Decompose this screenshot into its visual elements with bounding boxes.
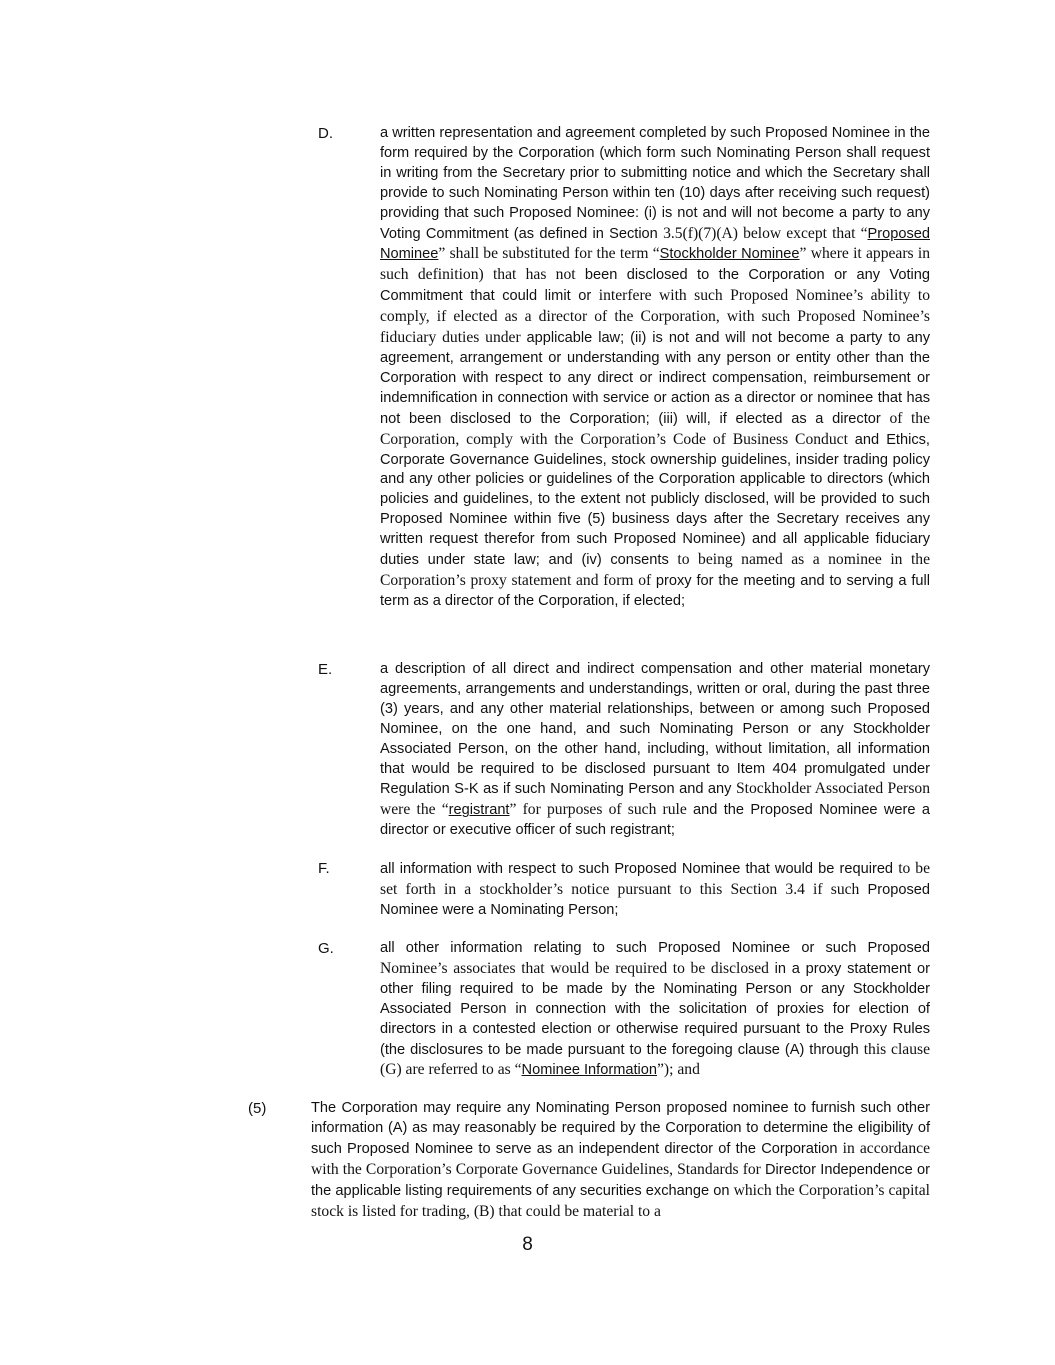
defined-term: registrant xyxy=(448,802,510,819)
text-run: to being named as a nominee in the Corporation’s proxy statement and form of xyxy=(380,551,930,589)
text-run: which the Corporation’s capital stock is listed for trading, (B) that could be material to a xyxy=(311,1181,931,1220)
text-run: ”); and xyxy=(657,1061,700,1079)
item-label: D. xyxy=(318,125,333,142)
item-text xyxy=(380,660,930,841)
paragraph-label: (5) xyxy=(248,1100,267,1117)
text-run: of the Corporation, comply with the Corporation’s Code of Business Conduct xyxy=(380,409,930,448)
text-run: this clause (G) are referred to as “ xyxy=(380,1040,931,1079)
item-label: E. xyxy=(318,661,333,678)
text-run: ” where it appears in such definition) that has not xyxy=(380,245,931,284)
text-run: proxy for the meeting and to serving a full term as a director of the Corporation, if elected; xyxy=(380,572,930,609)
text-run: Nominee’s associates that would be required to be disclosed xyxy=(380,959,775,977)
text-run: all information with respect to such Proposed Nominee that would be required xyxy=(380,861,899,877)
item-label: G. xyxy=(318,940,334,957)
text-run: applicable law; (ii) is not and will not become a party to any agreement, arrangement or understanding with any person or entity other than the Corporation with respect to any direct or indirect compensation, reimbursement or indemnification in connection with service or action as a director or nominee that has not been disclosed to the Corporation; (iii) will, if elected as a director xyxy=(380,330,930,427)
item-label: F. xyxy=(318,860,330,877)
text-run: The Corporation may require any Nominating Person proposed nominee to furnish such other information (A) as may reasonably be required by the Corporation to determine the eligibility of such Proposed Nominee to serve as an independent director of the Corporation xyxy=(311,1100,930,1157)
text-run: Proposed Nominee were a Nominating Person; xyxy=(380,881,930,918)
text-run: all other information relating to such Proposed Nominee or such Proposed xyxy=(380,940,930,956)
item-text xyxy=(380,124,930,612)
text-run: Stockholder Associated Person were the “ xyxy=(380,780,930,819)
paragraph-text xyxy=(311,1099,930,1222)
item-text xyxy=(380,939,930,1081)
text-run: ” shall be substituted for the term “ xyxy=(438,245,660,263)
page-number: 8 xyxy=(522,1234,533,1255)
text-run: and Ethics, Corporate Governance Guidelines, stock ownership guidelines, insider trading policy and any other policies or guidelines of the Corporation applicable to directors (which policies and guidelines, to the extent not publicly disclosed, will be provided to such Proposed Nominee within five (5) business days after the Secretary receives any written request therefor from such Proposed Nominee) and all applicable fiduciary duties under state law; and (iv) consents xyxy=(380,431,930,569)
defined-term: Proposed Nominee xyxy=(380,225,930,263)
text-run: interfere with such Proposed Nominee’s ability to comply, if elected as a director of the Corporation, with such Proposed Nominee’s fiduciary duties under xyxy=(380,287,930,347)
text-run: ” for purposes of such rule xyxy=(509,801,693,819)
text-run: to be set forth in a stockholder’s notice pursuant to this Section 3.4 if such xyxy=(380,860,930,898)
defined-term: Stockholder Nominee xyxy=(659,246,800,263)
text-run: Director Independence or the applicable listing requirements of any securities exchange on xyxy=(311,1161,930,1199)
text-run: a description of all direct and indirect compensation and other material monetary agreements, arrangements and understandings, written or oral, during the past three (3) years, and any other material relationships, between or among such Proposed Nominee, on the one hand, and such Nominating Person or any Stockholder Associated Person, on the other hand, including, without limitation, all information that would be required to be disclosed pursuant to Item 404 promulgated under Regulation S-K as if such Nominating Person and any xyxy=(380,661,930,798)
text-run: in a proxy statement or other filing required to be made by the Nominating Person or any Stockholder Associated Person in connection with the solicitation of proxies for election of directors in a contested election or otherwise required pursuant to the Proxy Rules (the disclosures to be made pursuant to the foregoing clause (A) through xyxy=(380,960,930,1058)
text-run: 3.5(f)(7)(A) below except that “ xyxy=(663,224,868,242)
defined-term: Nominee Information xyxy=(521,1062,658,1079)
text-run: and the Proposed Nominee were a director or executive officer of such registrant; xyxy=(380,802,930,839)
text-run: in accordance with the Corporation’s Corporate Governance Guidelines, Standards for xyxy=(311,1139,930,1178)
text-run: a written representation and agreement completed by such Proposed Nominee in the form required by the Corporation (which form such Nominating Person shall request in writing from the Secretary prior to submitting notice and which the Secretary shall provide to such Nominating Person within ten (10) days after receiving such request) providing that such Proposed Nominee: (i) is not and will not become a party to any Voting Commitment (as defined in Section xyxy=(380,125,930,242)
text-run: been disclosed to the Corporation or any Voting Commitment that could limit or xyxy=(380,267,931,305)
item-text xyxy=(380,859,930,921)
